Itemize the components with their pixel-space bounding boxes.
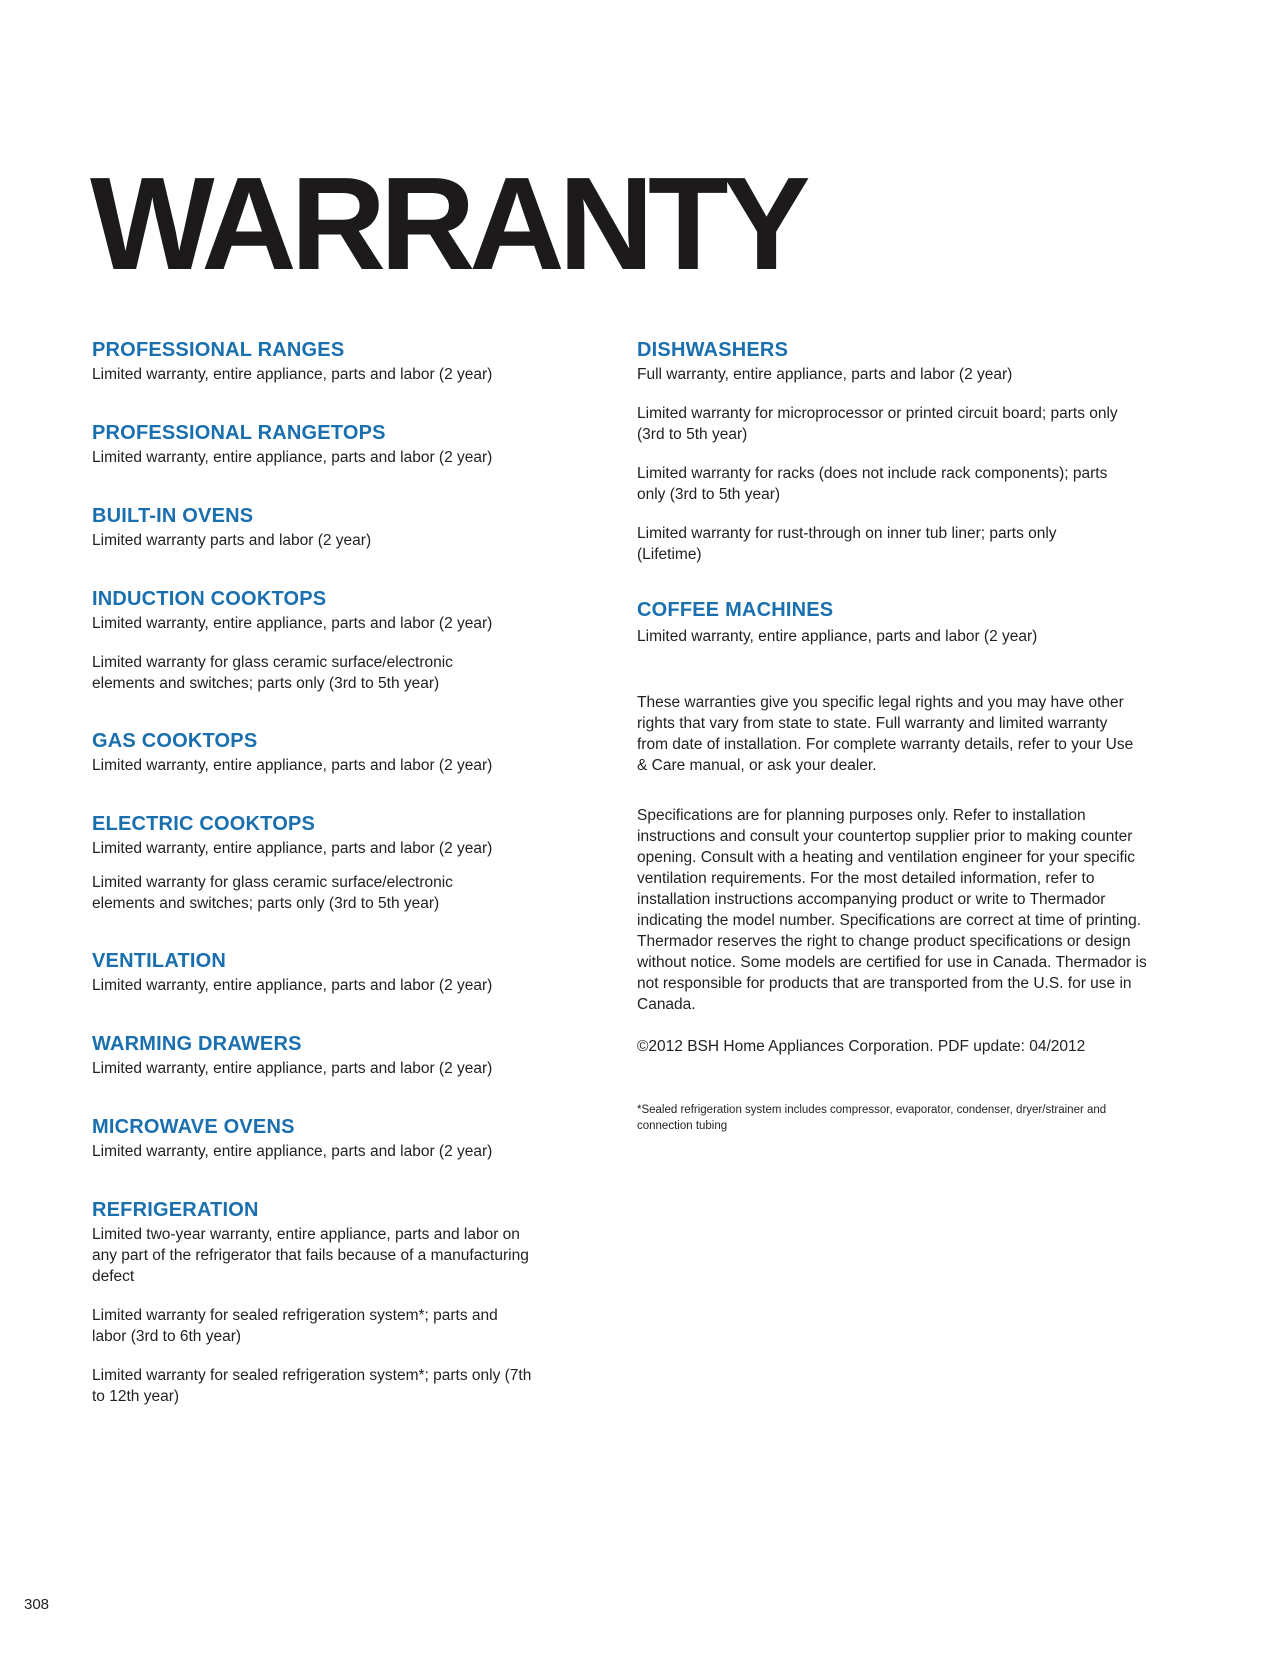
specifications-text: Specifications are for planning purposes only. Refer to installation instructions and consult your countertop supplier prior to making counter opening. Consult with a heating and ventilation engineer for your specific ventilation requirements. For the most detailed information, refer to installation instructions accompanying product or write to Thermador indicating the model number. Specifications are correct at time of printing. Thermador reserves the right to change product specifications or design without notice. Some models are certified for use in Canada. Thermador is not responsible for products that are transported from the U.S. for use in Canada. (637, 807, 1147, 1013)
section-microwave-ovens (92, 1115, 572, 1162)
copyright-text: ©2012 BSH Home Appliances Corporation. PDF update: 04/2012 (637, 1038, 1086, 1055)
section-text: Limited warranty parts and labor (2 year) (92, 532, 372, 549)
section-heading: MICROWAVE OVENS (92, 1116, 295, 1138)
section-professional-ranges (92, 338, 572, 385)
section-text: Limited two-year warranty, entire appliance, parts and labor on any part of the refrigerator that fails because of a manufacturing defect (92, 1226, 529, 1285)
section-professional-rangetops (92, 421, 572, 468)
section-text: Limited warranty, entire appliance, parts and labor (2 year) (92, 1060, 493, 1077)
section-heading: WARMING DRAWERS (92, 1033, 302, 1055)
section-text: Limited warranty, entire appliance, parts and labor (2 year) (92, 366, 493, 383)
section-coffee-machines (637, 598, 1177, 647)
section-heading: PROFESSIONAL RANGES (92, 339, 345, 361)
section-text: Limited warranty for sealed refrigeration system*; parts only (7th to 12th year) (92, 1367, 532, 1405)
section-text: Limited warranty, entire appliance, parts and labor (2 year) (92, 615, 493, 632)
section-text: Limited warranty for racks (does not include rack components); parts only (3rd to 5th year) (637, 465, 1108, 503)
legal-rights-text: These warranties give you specific legal rights and you may have other rights that vary from state to state. Full warranty and limited warranty from date of installation. For complete warranty details, refer to your Use & Care manual, or ask your dealer. (637, 694, 1134, 774)
section-gas-cooktops (92, 729, 572, 776)
section-text: Limited warranty for microprocessor or printed circuit board; parts only (3rd to 5th year) (637, 405, 1118, 443)
section-heading: INDUCTION COOKTOPS (92, 588, 327, 610)
section-text: Limited warranty, entire appliance, parts and labor (2 year) (92, 977, 493, 994)
section-warming-drawers (92, 1032, 572, 1079)
section-refrigeration (92, 1198, 572, 1407)
section-heading: BUILT-IN OVENS (92, 505, 254, 527)
section-heading: DISHWASHERS (637, 339, 789, 361)
section-dishwashers (637, 338, 1177, 565)
section-text: Limited warranty for glass ceramic surface/electronic elements and switches; parts only (3rd to 5th year) (92, 654, 453, 692)
section-built-in-ovens (92, 504, 572, 551)
section-text: Limited warranty for rust-through on inner tub liner; parts only (Lifetime) (637, 525, 1057, 563)
section-text: Limited warranty, entire appliance, parts and labor (2 year) (92, 449, 493, 466)
section-heading: VENTILATION (92, 950, 227, 972)
page-number: 308 (24, 1596, 50, 1613)
section-induction-cooktops (92, 587, 572, 694)
section-text: Limited warranty for sealed refrigeration system*; parts and labor (3rd to 6th year) (92, 1307, 498, 1345)
section-text: Limited warranty, entire appliance, parts and labor (2 year) (92, 840, 493, 857)
section-text: Full warranty, entire appliance, parts and labor (2 year) (637, 366, 1013, 383)
page-title: WARRANTY (90, 150, 805, 297)
section-text: Limited warranty, entire appliance, parts and labor (2 year) (92, 1143, 493, 1160)
section-heading: COFFEE MACHINES (637, 599, 834, 621)
section-heading: GAS COOKTOPS (92, 730, 258, 752)
section-electric-cooktops (92, 812, 572, 914)
section-heading: REFRIGERATION (92, 1199, 259, 1221)
section-text: Limited warranty, entire appliance, parts and labor (2 year) (92, 757, 493, 774)
section-ventilation (92, 949, 572, 996)
section-heading: PROFESSIONAL RANGETOPS (92, 422, 386, 444)
footnote-text: *Sealed refrigeration system includes compressor, evaporator, condenser, dryer/strainer and connection tubing (637, 1104, 1107, 1132)
section-heading: ELECTRIC COOKTOPS (92, 813, 316, 835)
section-text: Limited warranty, entire appliance, parts and labor (2 year) (637, 628, 1038, 645)
section-text: Limited warranty for glass ceramic surface/electronic elements and switches; parts only (3rd to 5th year) (92, 874, 453, 912)
